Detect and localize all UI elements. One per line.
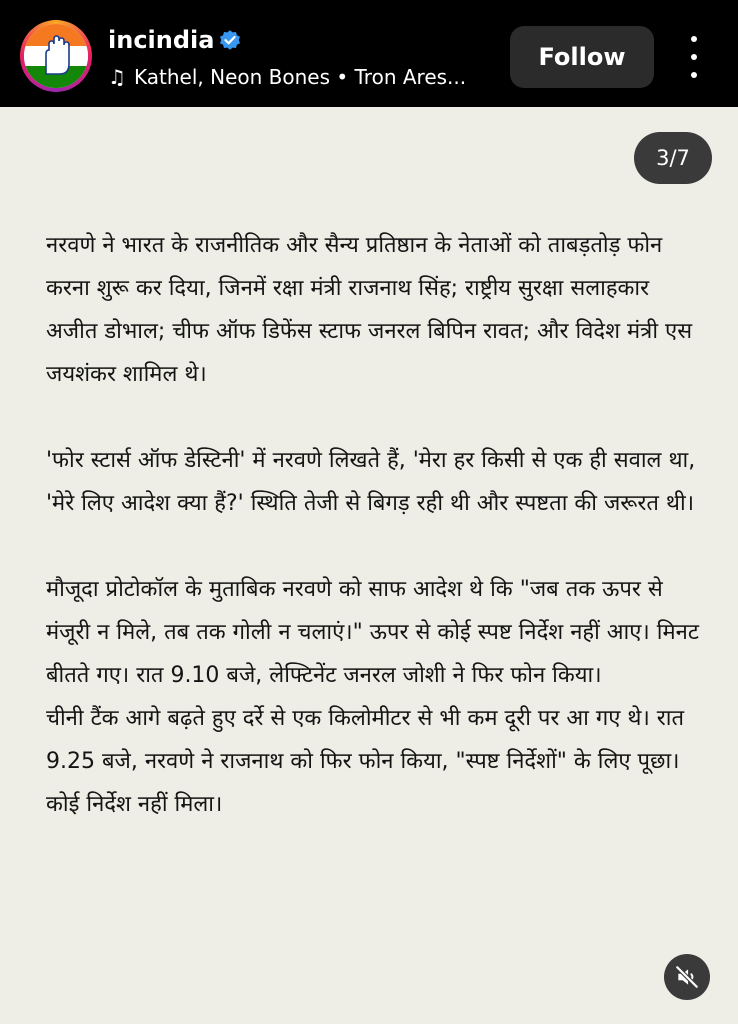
post-text	[46, 224, 706, 826]
speaker-muted-icon	[674, 964, 700, 990]
carousel-page-counter: 3/7	[634, 132, 712, 184]
post-paragraph: मौजूदा प्रोटोकॉल के मुताबिक नरवणे को साफ आदेश थे कि "जब तक ऊपर से मंजूरी न मिले, तब तक गोली न चलाएं।" ऊपर से कोई स्पष्ट निर्देश नहीं आए। मिनट बीतते गए। रात 9.10 बजे, लेफ्टिनेंट जनरल जोशी ने फिर फोन किया।	[46, 577, 699, 688]
username[interactable]: incindia	[108, 26, 215, 54]
more-dot	[691, 36, 697, 42]
post-paragraph: चीनी टैंक आगे बढ़ते हुए दर्रे से एक किलोमीटर से भी कम दूरी पर आ गए थे। रात 9.25 बजे, नरवणे ने राजनाथ को फिर फोन किया, "स्पष्ट निर्देशों" के लिए पूछा। कोई निर्देश नहीं मिला।	[46, 706, 685, 817]
more-vertical-icon[interactable]	[680, 36, 708, 78]
post-paragraph: नरवणे ने भारत के राजनीतिक और सैन्य प्रतिष्ठान के नेताओं को ताबड़तोड़ फोन करना शुरू कर दिया, जिनमें रक्षा मंत्री राजनाथ सिंह; राष्ट्रीय सुरक्षा सलाहकार अजीत डोभाल; चीफ ऑफ डिफेंस स्टाफ जनरल बिपिन रावत; और विदेश मंत्री एस जयशंकर शामिल थे।	[46, 233, 693, 387]
more-dot	[691, 54, 697, 60]
music-note-icon: ♫	[108, 65, 126, 89]
mute-button[interactable]	[664, 954, 710, 1000]
congress-logo-icon	[24, 24, 88, 88]
more-dot	[691, 72, 697, 78]
post-header	[0, 0, 738, 107]
post-paragraph: 'फोर स्टार्स ऑफ डेस्टिनी' में नरवणे लिखते हैं, 'मेरा हर किसी से एक ही सवाल था, 'मेरे लिए आदेश क्या हैं?' स्थिति तेजी से बिगड़ रही थी और स्पष्टता की जरूरत थी।	[46, 448, 696, 516]
profile-avatar[interactable]	[20, 20, 92, 92]
verified-badge-icon	[218, 28, 242, 52]
audio-track-label: Kathel, Neon Bones • Tron Ares...	[134, 65, 467, 89]
audio-track[interactable]	[108, 62, 466, 92]
follow-button[interactable]: Follow	[510, 26, 654, 88]
